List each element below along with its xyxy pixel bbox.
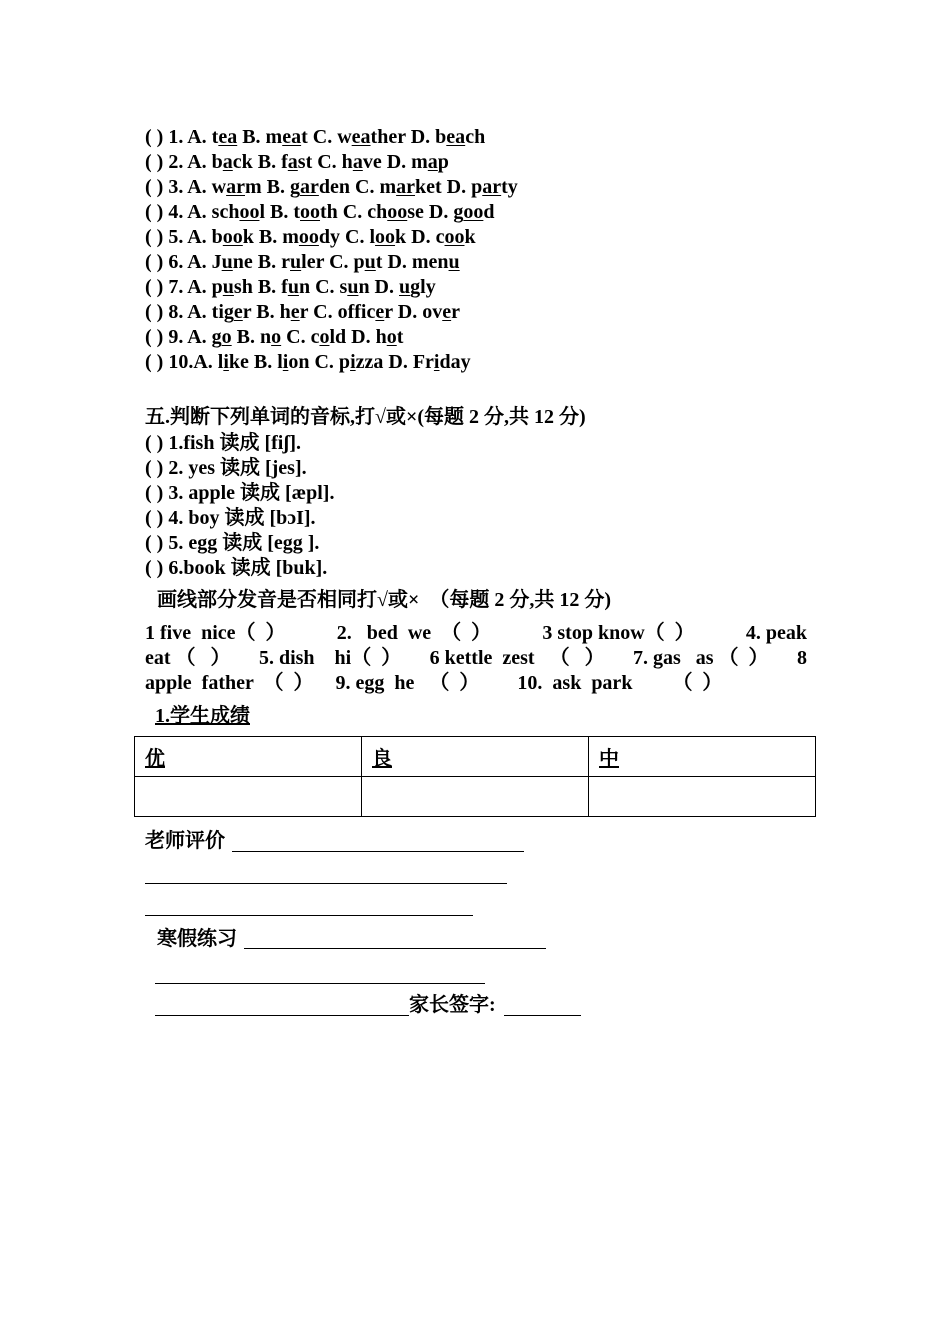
teacher-comment-line[interactable] [145, 883, 507, 884]
holiday-practice-line[interactable] [244, 948, 546, 949]
question-item: ( ) 5. A. book B. moody C. look D. cook [145, 226, 476, 248]
holiday-practice-line[interactable] [155, 1015, 409, 1016]
s6-item: 6 kettle zest （ ） [429, 647, 605, 669]
question-item: ( ) 7. A. push B. fun C. sun D. ugly [145, 276, 436, 298]
phonetic-item: ( ) 6.book 读成 [buk]. [145, 557, 328, 579]
parent-signature-label: 家长签字: [409, 994, 496, 1016]
s6-item: （ ） [672, 672, 723, 694]
grade-cell-excellent: 优 [135, 737, 362, 777]
section6-row [145, 646, 807, 671]
grades-title: 1.学生成绩 [155, 705, 250, 727]
s6-item: 9. egg he （ ） [335, 672, 480, 694]
phonetic-item: ( ) 2. yes 读成 [jes]. [145, 457, 307, 479]
s6-item: 1 five nice（ ） [145, 622, 286, 644]
question-item: ( ) 3. A. warm B. garden C. market D. party [145, 176, 518, 198]
phonetic-item: ( ) 1.fish 读成 [fiʃ]. [145, 432, 302, 454]
teacher-comment-line[interactable] [145, 915, 473, 916]
holiday-practice-line[interactable] [155, 983, 485, 984]
phonetic-item: ( ) 3. apple 读成 [æpl]. [145, 482, 335, 504]
section6-title: 画线部分发音是否相同打√或× （每题 2 分,共 12 分) [157, 589, 612, 611]
phonetic-item: ( ) 5. egg 读成 [egg ]. [145, 532, 320, 554]
question-item: ( ) 6. A. June B. ruler C. put D. menu [145, 251, 460, 273]
s6-item: eat （ ） [145, 647, 231, 669]
grade-empty-cell[interactable] [589, 777, 816, 817]
teacher-comment-line[interactable] [232, 851, 524, 852]
question-item: ( ) 1. A. tea B. meat C. weather D. beach [145, 126, 486, 148]
parent-signature-line[interactable] [504, 1015, 581, 1016]
question-item: ( ) 2. A. back B. fast C. have D. map [145, 151, 449, 173]
question-item: ( ) 4. A. school B. tooth C. choose D. good [145, 201, 495, 223]
grade-empty-cell[interactable] [362, 777, 589, 817]
section6-items [145, 621, 807, 696]
grade-empty-cell[interactable] [135, 777, 362, 817]
question-item: ( ) 10.A. like B. lion C. pizza D. Friday [145, 351, 471, 373]
section5-title: 五.判断下列单词的音标,打√或×(每题 2 分,共 12 分) [145, 406, 586, 428]
table-row [135, 737, 816, 777]
teacher-comment-label: 老师评价 [145, 830, 225, 852]
section6-row [145, 671, 807, 696]
s6-item: 7. gas as （ ） [632, 647, 769, 669]
question-item: ( ) 9. A. go B. no C. cold D. hot [145, 326, 404, 348]
s6-item: 3 stop know（ ） [542, 622, 695, 644]
s6-item: 5. dish hi（ ） [258, 647, 402, 669]
grades-table [134, 736, 816, 817]
grade-cell-good: 良 [362, 737, 589, 777]
holiday-practice-label: 寒假练习 [157, 928, 237, 950]
s6-item: 10. ask park [517, 672, 633, 694]
phonetic-item: ( ) 4. boy 读成 [bɔI]. [145, 507, 316, 529]
s6-item: 2. bed we （ ） [336, 622, 492, 644]
grade-cell-fair: 中 [589, 737, 816, 777]
s6-item: 4. peak [745, 622, 807, 644]
question-item: ( ) 8. A. tiger B. her C. officer D. over [145, 301, 461, 323]
s6-item: 8 [796, 647, 807, 669]
s6-item: apple father （ ） [145, 672, 314, 694]
table-row [135, 777, 816, 817]
section6-row [145, 621, 807, 646]
